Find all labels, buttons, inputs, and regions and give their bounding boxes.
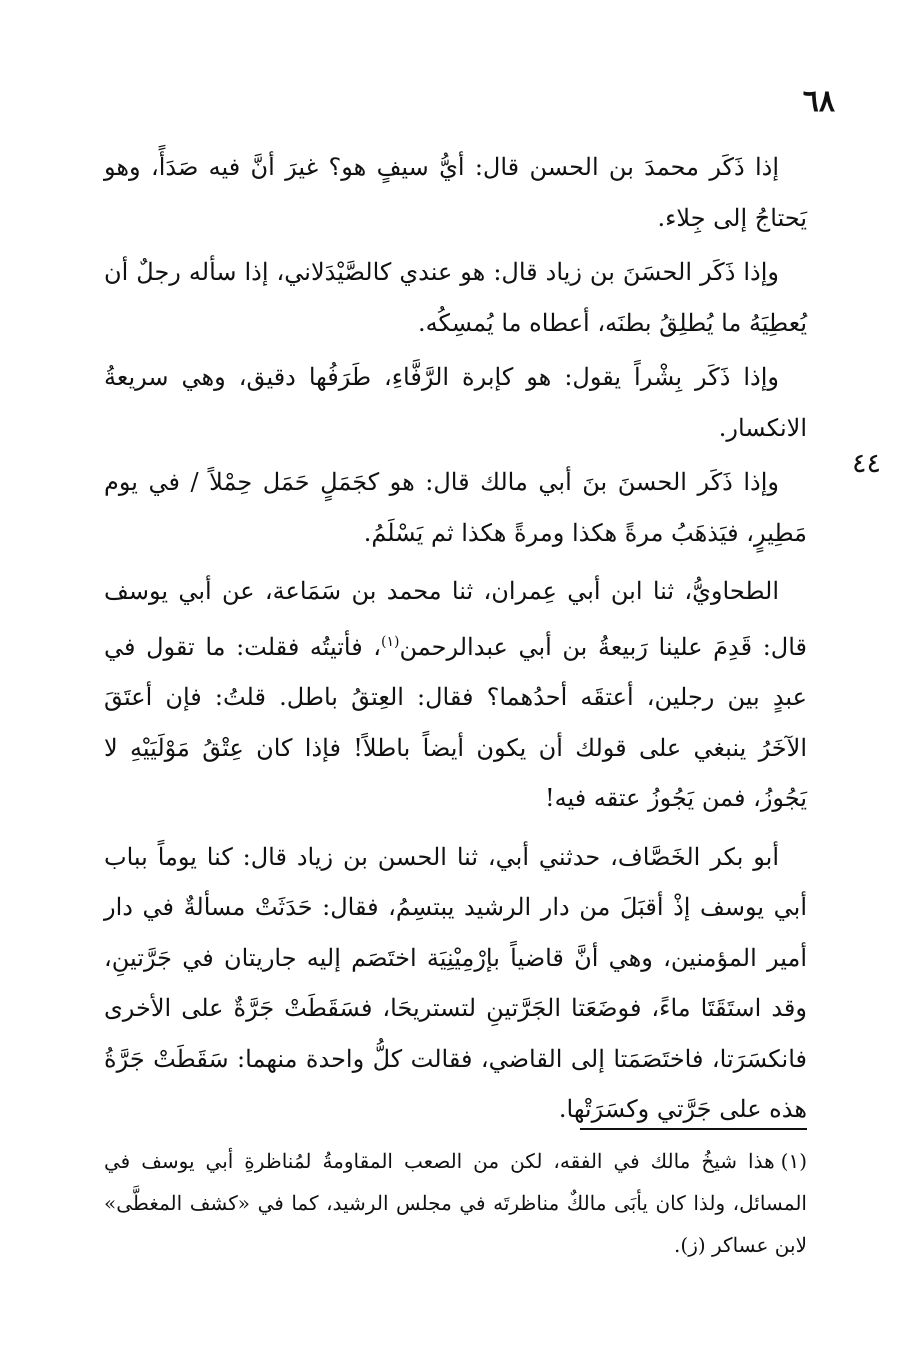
main-text — [104, 142, 807, 1139]
page-number: ٦٨ — [802, 84, 835, 119]
paragraph-5 — [104, 566, 807, 824]
footnote-mark: (١) — [780, 1149, 807, 1173]
paragraph-4: وإذا ذَكَر الحسنَ بنَ أبي مالك قال: هو كجَمَلٍ حَمَل حِمْلاً / في يوم مَطِيرٍ، فيَذهَبُ مرةً هكذا ومرةً هكذا ثم يَسْلَمُ. — [104, 468, 807, 547]
footnote-text: هذا شيخُ مالك في الفقه، لكن من الصعب المقاومةُ لمُناظرةِ أبي يوسف في المسائل، ولذا كان يأبَى مالكٌ مناظرتَه في مجلس الرشيد، كما في «كشف المغطَّى» لابن عساكر (ز). — [104, 1149, 807, 1257]
paragraph-3: وإذا ذَكَر بِشْراً يقول: هو كإبرة الرَّفَّاءِ، طَرَفُها دقيق، وهي سريعةُ الانكسار. — [104, 363, 807, 442]
footnote — [104, 1140, 807, 1266]
paragraph-6: أبو بكر الخَصَّاف، حدثني أبي، ثنا الحسن بن زياد قال: كنا يوماً بباب أبي يوسف إذْ أقبَلَ من دار الرشيد يبتسِمُ، فقال: حَدَثَتْ مسألةٌ في دار أمير المؤمنين، وهي أنَّ قاضياً بإرْمِيْنِيَة اختَصَم إليه جاريتان في جَرَّتينِ، وقد استَقَتَا ماءً، فوضَعَتا الجَرَّتينِ لتستريحَا، فسَقَطَتْ جَرَّةٌ على الأخرى فانكسَرَتا، فاختَصَمَتا إلى القاضي، فقالت كلُّ واحدة منهما: سَقَطَتْ جَرَّةُ هذه على جَرَّتي وكسَرَتْها. — [104, 842, 807, 1123]
footnote-separator — [580, 1128, 807, 1130]
paragraph-2: وإذا ذَكَر الحسَنَ بن زياد قال: هو عندي كالصَّيْدَلاني، إذا سأله رجلٌ أن يُعطِيَهُ ما يُطلِقُ بطنَه، أعطاه ما يُمسِكُه. — [104, 258, 807, 337]
paragraph-5-text-before: الطحاويُّ، ثنا ابن أبي عِمران، ثنا محمد بن سَمَاعة، عن أبي يوسف قال: قَدِمَ علينا رَبيعةُ بن أبي عبدالرحمن — [104, 577, 807, 661]
footnote-reference: (١) — [381, 633, 400, 650]
paragraph-1: إذا ذَكَر محمدَ بن الحسن قال: أيُّ سيفٍ هو؟ غيرَ أنَّ فيه صَدَأً، وهو يَحتاجُ إلى جِلاء. — [104, 153, 807, 232]
paragraph-5-text-after: ، فأتيتُه فقلت: ما تقول في عبدٍ بين رجلين، أعتقَه أحدُهما؟ فقال: العِتقُ باطل. قلتُ: فإن أعتَقَ الآخَرُ ينبغي على قولك أن يكون أيضاً باطلاً! فإذا كان عِتْقُ مَوْلَيَيْهِ لا يَجُوزُ، فمن يَجُوزُ عتقه فيه! — [104, 632, 807, 812]
margin-page-reference: ٤٤ — [851, 448, 881, 479]
footnote-paragraph — [104, 1140, 807, 1266]
